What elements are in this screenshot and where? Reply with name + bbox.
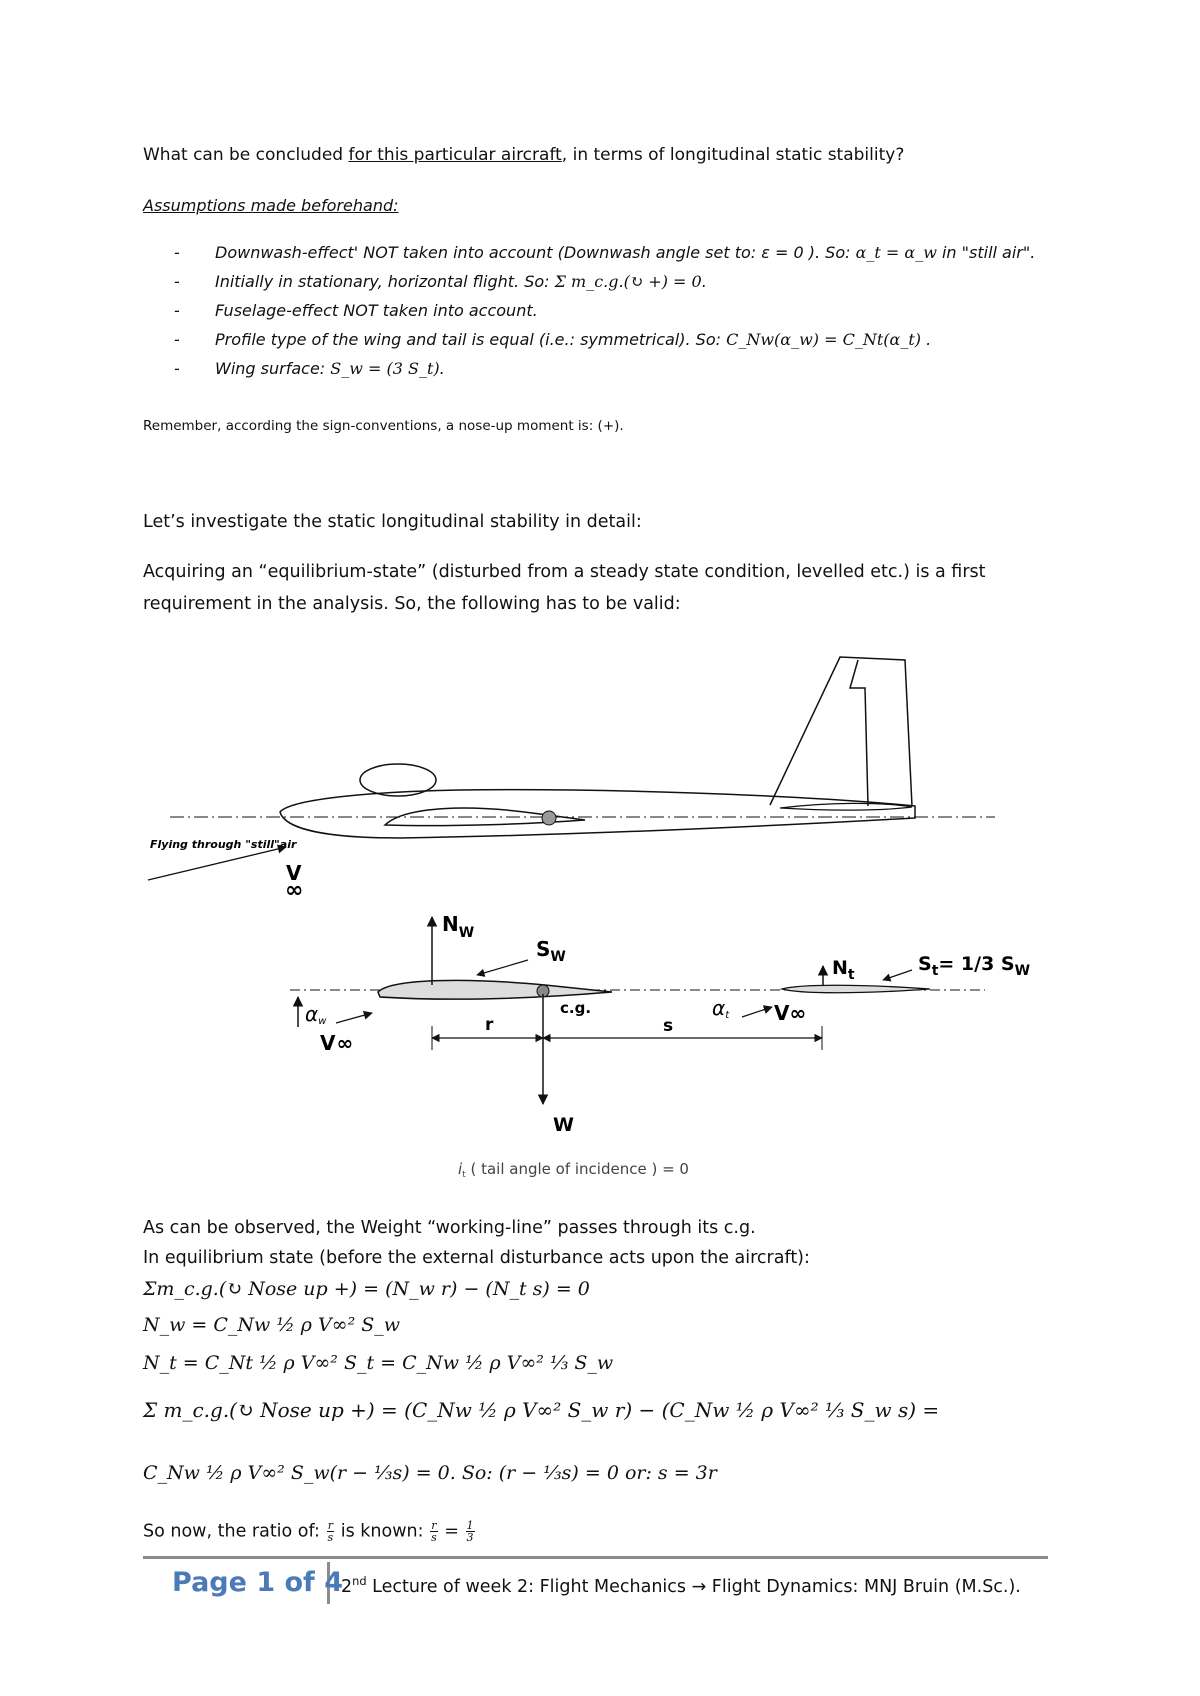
remember-note: Remember, according the sign-conventions, a nose-up moment is: (+). bbox=[143, 418, 624, 434]
incidence-caption: $i_t$ ( tail angle of incidence ) = 0 bbox=[458, 1160, 689, 1180]
n-t-label: $N_t$ bbox=[832, 957, 855, 983]
v-inf-label-tail: V∞ bbox=[774, 1001, 807, 1025]
equation-result bbox=[143, 1462, 717, 1484]
r-label: r bbox=[485, 1015, 494, 1035]
s-label: s bbox=[663, 1016, 674, 1036]
equation-n-w bbox=[143, 1314, 400, 1336]
equation-text: N_w = C_Nw ½ ρ V∞² S_w bbox=[143, 1314, 401, 1336]
equation-text: N_t = C_Nt ½ ρ V∞² S_t = C_Nw ½ ρ V∞² ⅓ S_w bbox=[143, 1352, 614, 1374]
flying-label: Flying through "still"air bbox=[150, 838, 297, 851]
wing-section bbox=[378, 980, 612, 999]
page-number: Page 1 of 4 bbox=[172, 1567, 343, 1598]
document-page: What can be concluded for this particular aircraft, in terms of longitudinal static stability? Assumptions made beforehand: - Downwash-effect' NOT taken into account (Downwash angle set to: ε = 0 ). So: α_t = α_w in "still air". - Initially in stationary, horizontal flight. So: Σ m_c.g.(↻ +) = 0. - Fuselage-effect NOT taken into account. - Profile type of the wing and tail is equal (i.e.: symmetrical). So: C_Nw(α_w) = C_Nt(α_t) . - Wing surface: S_w = (3 S_t). Remember, according the sign-conventions, a nose-up moment is: (+). Let’s investigate the static longitudinal stability in detail: Acquiring an “equilibrium-state” (disturbed from a steady state condition, levelled etc.) is a first requirement in the analysis. So, the following has to be valid: Flying through "still"air V ∞ $N_W$ $S_W$ $N_t$ $S_t= 1/3$ $S_W$ αw V∞ αt V∞ c.g. r s W $i_t$ ( tail angle of incidence ) = 0 As can be observed, the Weight “working-line” passes through its c.g. In equilibrium state (before the external disturbance acts upon the aircraft): Σm_c.g.(↻ Nose up +) = (N_w r) − (N_t s) = 0 N_w = C_Nw ½ ρ V∞² S_w N_t = C_Nt ½ ρ V∞² S_t = C_Nw ½ ρ V∞² ⅓ S_w Σ m_c.g.(↻ Nose up +) = (C_Nw ½ ρ V∞² S_w r) − (C_Nw ½ ρ V∞² ⅓ S_w s) = C_Nw ½ ρ V∞² S_w(r − ⅓s) = 0. So: (r − ⅓s) = 0 or: s = 3r So now, the ratio of: $\frac{r}{s}$ is known: $\frac{r}{s}$ = $\frac{1}{3}$ Page 1 of 4 2nd Lecture of week 2: Flight Mechanics → Flight Dynamics: MNJ Bruin (M.Sc.). bbox=[0, 0, 1200, 1696]
footer-rule bbox=[143, 1556, 1048, 1559]
equation-moment-expanded bbox=[143, 1398, 939, 1422]
question-line: What can be concluded for this particular aircraft, in terms of longitudinal static stability? bbox=[143, 145, 905, 165]
v-inf-arrow-side bbox=[148, 847, 286, 880]
rudder-line bbox=[850, 660, 868, 806]
acquiring-line-1: Acquiring an “equilibrium-state” (disturbed from a steady state condition, levelled etc.) is a first bbox=[143, 562, 986, 582]
cg-label: c.g. bbox=[560, 999, 592, 1017]
s-w-label: $S_W$ bbox=[536, 937, 566, 965]
alpha-t-label: αt bbox=[712, 996, 730, 1021]
s-w-pointer bbox=[477, 960, 528, 975]
investigate-line: Let’s investigate the static longitudinal stability in detail: bbox=[143, 512, 642, 532]
lecture-footer: 2nd Lecture of week 2: Flight Mechanics → Flight Dynamics: MNJ Bruin (M.Sc.). bbox=[341, 1574, 1021, 1597]
vertical-tail bbox=[770, 657, 912, 806]
weight-label: W bbox=[553, 1114, 574, 1136]
equilibrium-line: In equilibrium state (before the external disturbance acts upon the aircraft): bbox=[143, 1248, 810, 1268]
aircraft-diagram bbox=[0, 640, 1200, 1200]
ratio-fraction-1-3: $\frac{1}{3}$ bbox=[466, 1519, 474, 1544]
equation-n-t bbox=[143, 1352, 613, 1374]
v-inf-sub-side: ∞ bbox=[285, 878, 304, 903]
assumptions-heading: Assumptions made beforehand: bbox=[143, 196, 399, 215]
s-t-pointer bbox=[883, 970, 912, 980]
fuselage-outline bbox=[280, 790, 915, 838]
cg-marker-side bbox=[542, 811, 556, 825]
equation-text: C_Nw ½ ρ V∞² S_w(r − ⅓s) = 0. So: (r − ⅓s) = 0 or: s = 3r bbox=[143, 1462, 717, 1484]
equation-text: Σm_c.g.(↻ Nose up +) = (N_w r) − (N_t s) = 0 bbox=[143, 1278, 590, 1300]
tail-section bbox=[782, 985, 930, 993]
acquiring-line-2: requirement in the analysis. So, the following has to be valid: bbox=[143, 594, 681, 614]
equation-text: Σ m_c.g.(↻ Nose up +) = (C_Nw ½ ρ V∞² S_w r) − (C_Nw ½ ρ V∞² ⅓ S_w s) = bbox=[143, 1398, 940, 1422]
ratio-line: So now, the ratio of: $\frac{r}{s}$ is known: $\frac{r}{s}$ = $\frac{1}{3}$ bbox=[143, 1519, 474, 1544]
alpha-w-label: αw bbox=[305, 1002, 327, 1027]
v-inf-label-side: V bbox=[286, 861, 302, 885]
v-inf-label-wing: V∞ bbox=[320, 1031, 354, 1055]
question-underlined: for this particular aircraft bbox=[348, 145, 562, 165]
ratio-fraction-r-s-2: $\frac{r}{s}$ bbox=[431, 1519, 437, 1544]
s-t-label: $S_t= 1/3$ $S_W$ bbox=[918, 953, 1031, 979]
n-w-label: $N_W$ bbox=[442, 912, 475, 941]
observed-line: As can be observed, the Weight “working-line” passes through its c.g. bbox=[143, 1218, 756, 1238]
equation-moment-sum bbox=[143, 1278, 590, 1300]
tail-plane-side bbox=[780, 803, 912, 810]
ratio-fraction-r-s: $\frac{r}{s}$ bbox=[327, 1519, 334, 1544]
v-inf-arrow-tail bbox=[742, 1007, 772, 1017]
v-inf-arrow-wing bbox=[336, 1013, 372, 1023]
canopy bbox=[360, 764, 436, 796]
